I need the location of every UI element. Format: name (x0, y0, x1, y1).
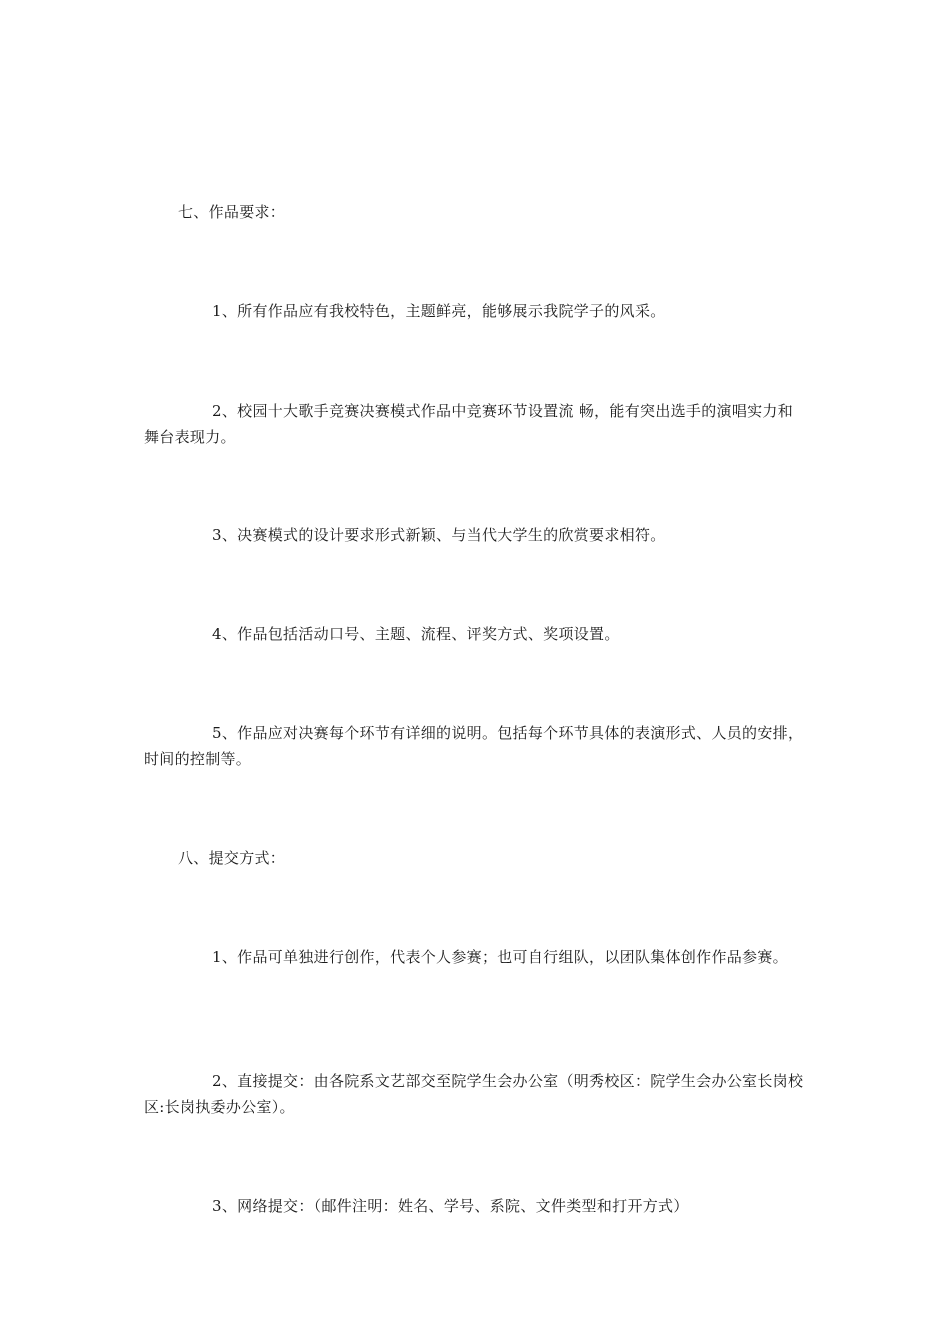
section-heading-submission: 八、提交方式： (178, 849, 286, 867)
requirement-item-2: 2、校园十大歌手竞赛决赛模式作品中竞赛环节设置流 畅，能有突出选手的演唱实力和舞台表现力。 (144, 402, 794, 446)
requirement-item-1: 1、所有作品应有我校特色，主题鲜亮，能够展示我院学子的风采。 (212, 302, 666, 320)
submission-item-1: 1、作品可单独进行创作，代表个人参赛；也可自行组队，以团队集体创作作品参赛。 (212, 948, 788, 966)
requirement-item-4: 4、作品包括活动口号、主题、流程、评奖方式、奖项设置。 (212, 625, 620, 643)
requirement-item-3: 3、决赛模式的设计要求形式新颖、与当代大学生的欣赏要求相符。 (212, 526, 666, 544)
section-heading-requirements: 七、作品要求： (178, 203, 286, 221)
requirement-item-5: 5、作品应对决赛每个环节有详细的说明。包括每个环节具体的表演形式、人员的安排，时间的控制等。 (144, 724, 804, 768)
submission-item-3: 3、网络提交：（邮件注明：姓名、学号、系院、文件类型和打开方式） (212, 1197, 689, 1215)
submission-item-2: 2、直接提交：由各院系文艺部交至院学生会办公室（明秀校区：院学生会办公室长岗校区:长岗执委办公室）。 (144, 1072, 804, 1116)
